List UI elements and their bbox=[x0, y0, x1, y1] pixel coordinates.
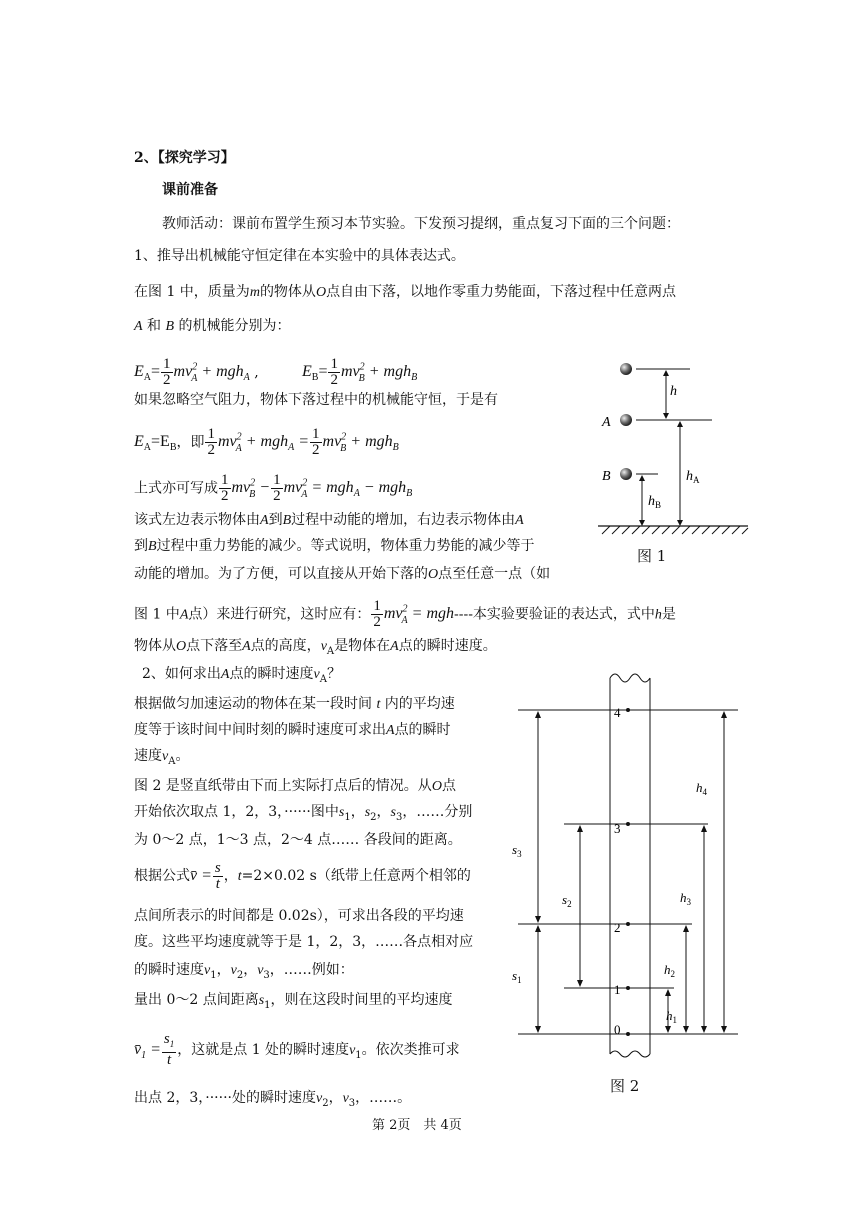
svg-text:4: 4 bbox=[614, 705, 621, 720]
fig1-hb-label: $h_B$ bbox=[648, 494, 662, 510]
ball-b-icon bbox=[620, 468, 632, 480]
q2-line-12: $v̄_1$ = $\frac{s_1}{t}$ ，这就是点 1 处的瞬时速度$v_1$。依次类推可求 bbox=[134, 1031, 460, 1068]
q1-explanation-1: 该式左边表示物体由A到B过程中动能的增加，右边表示物体由A bbox=[134, 512, 524, 528]
page-footer: 第 2页 共 4页 bbox=[372, 1118, 462, 1133]
q1-explanation-4: 图 1 中A点）来进行研究，这时应有： $\frac{1}{2}$ $mv^2_A = mgh----$本实验要验证的表达式，式中h是 bbox=[134, 597, 676, 630]
energy-a-formula: $E_A=$ $\frac{1}{2}$ $mv^2_A + mgh_A$ , bbox=[134, 355, 259, 388]
figure-1-caption: 图 1 bbox=[637, 547, 667, 565]
tape-point-3 bbox=[614, 821, 630, 836]
tape-point-0 bbox=[614, 1022, 630, 1037]
q2-line-1: 根据做匀加速运动的物体在某一段时间 t 内的平均速 bbox=[134, 696, 455, 712]
fig2-h3-label: $h_3$ bbox=[680, 890, 691, 907]
question-1-title: 1、推导出机械能守恒定律在本实验中的具体表达式。 bbox=[134, 248, 465, 264]
figure-2 bbox=[500, 664, 750, 1064]
q1-line-2: A 和 B 的机械能分别为： bbox=[134, 318, 291, 334]
q2-line-2: 度等于该时间中间时刻的瞬时速度可求出A点的瞬时 bbox=[134, 722, 451, 738]
intro-paragraph: 教师活动：课前布置学生预习本节实验。下发预习提纲，重点复习下面的三个问题： bbox=[162, 216, 680, 232]
fig2-h2-label: $h_2$ bbox=[664, 962, 675, 979]
ball-a-icon bbox=[620, 414, 632, 426]
fig2-s3-label: $s_3$ bbox=[512, 842, 522, 859]
fig2-h1-label: $h_1$ bbox=[666, 1008, 677, 1025]
q2-line-11: 量出 0～2 点间距离$s_1$，则在这段时间里的平均速度 bbox=[134, 992, 453, 1011]
q2-line-13: 出点 2，3，······处的瞬时速度$v_2$，$v_3$，……。 bbox=[134, 1090, 412, 1109]
q2-line-5: 开始依次取点 1，2，3，······图中$s_1$，$s_2$，$s_3$，……分别 bbox=[134, 804, 473, 823]
energy-b-formula: $E_B=$ $\frac{1}{2}$ $mv^2_B + mgh_B$ bbox=[302, 355, 418, 388]
figure-2-caption: 图 2 bbox=[610, 1077, 640, 1095]
svg-text:1: 1 bbox=[614, 982, 621, 997]
q2-line-9: 度。这些平均速度就等于是 1，2，3，……各点相对应 bbox=[134, 934, 474, 950]
fig2-h4-label: $h_4$ bbox=[696, 780, 707, 797]
fig1-b-label: B bbox=[602, 469, 611, 484]
svg-text:2: 2 bbox=[614, 920, 621, 935]
ignore-air-text: 如果忽略空气阻力，物体下落过程中的机械能守恒，于是有 bbox=[134, 392, 498, 408]
fig2-s1-label: $s_1$ bbox=[512, 968, 522, 985]
fig2-s2-label: $s_2$ bbox=[562, 892, 572, 909]
tape-point-2 bbox=[614, 920, 630, 935]
tape-point-4 bbox=[614, 705, 630, 720]
q2-line-7: 根据公式v̄ = $\frac{s}{t}$ ，t=2×0.02 s（纸带上任意两个相邻的 bbox=[134, 859, 471, 892]
question-2-title: 2、如何求出A点的瞬时速度$v_A$？ bbox=[142, 666, 341, 685]
rewrite-equation: 上式亦可写成 $\frac{1}{2}$ $mv^2_B$ − $\frac{1}{2}$ $mv^2_A = mgh_A - mgh_B$ bbox=[134, 471, 413, 504]
section-title: 【探究学习】 bbox=[157, 150, 235, 166]
q2-line-10: 的瞬时速度$v_1$，$v_2$，$v_3$，……例如： bbox=[134, 962, 354, 981]
fig1-h-label: h bbox=[670, 384, 677, 399]
conservation-equation: $E_A=E_B$，即 $\frac{1}{2}$ $mv^2_A + mgh_A$ = $\frac{1}{2}$ $mv^2_B + mgh_B$ bbox=[134, 425, 399, 458]
svg-text:0: 0 bbox=[614, 1022, 621, 1037]
q1-line-1: 在图 1 中，质量为m的物体从O点自由下落，以地作零重力势能面，下落过程中任意两点 bbox=[134, 284, 677, 300]
q1-explanation-2: 到B过程中重力势能的减少。等式说明，物体重力势能的减少等于 bbox=[134, 538, 535, 554]
section-number: 2、 bbox=[134, 150, 158, 166]
svg-text:3: 3 bbox=[614, 821, 621, 836]
q2-line-4: 图 2 是竖直纸带由下而上实际打点后的情况。从O点 bbox=[134, 778, 456, 794]
q1-explanation-3: 动能的增加。为了方便，可以直接从开始下落的O点至任意一点（如 bbox=[134, 566, 551, 582]
subtitle: 课前准备 bbox=[162, 182, 218, 198]
fig1-a-label: A bbox=[602, 415, 611, 430]
section-heading bbox=[134, 148, 235, 168]
q2-line-3: 速度$v_A$。 bbox=[134, 748, 190, 767]
figure-1 bbox=[590, 352, 760, 542]
fig1-ha-label: $h_A$ bbox=[686, 469, 700, 485]
q2-line-8: 点间所表示的时间都是 0.02s），可求出各段的平均速 bbox=[134, 908, 464, 924]
tape-point-1 bbox=[614, 982, 630, 997]
q1-explanation-5: 物体从O点下落至A点的高度，$v_A$是物体在A点的瞬时速度。 bbox=[134, 638, 497, 657]
q2-line-6: 为 0～2 点，1～3 点，2～4 点…… 各段间的距离。 bbox=[134, 832, 462, 848]
ball-top-icon bbox=[620, 363, 632, 375]
